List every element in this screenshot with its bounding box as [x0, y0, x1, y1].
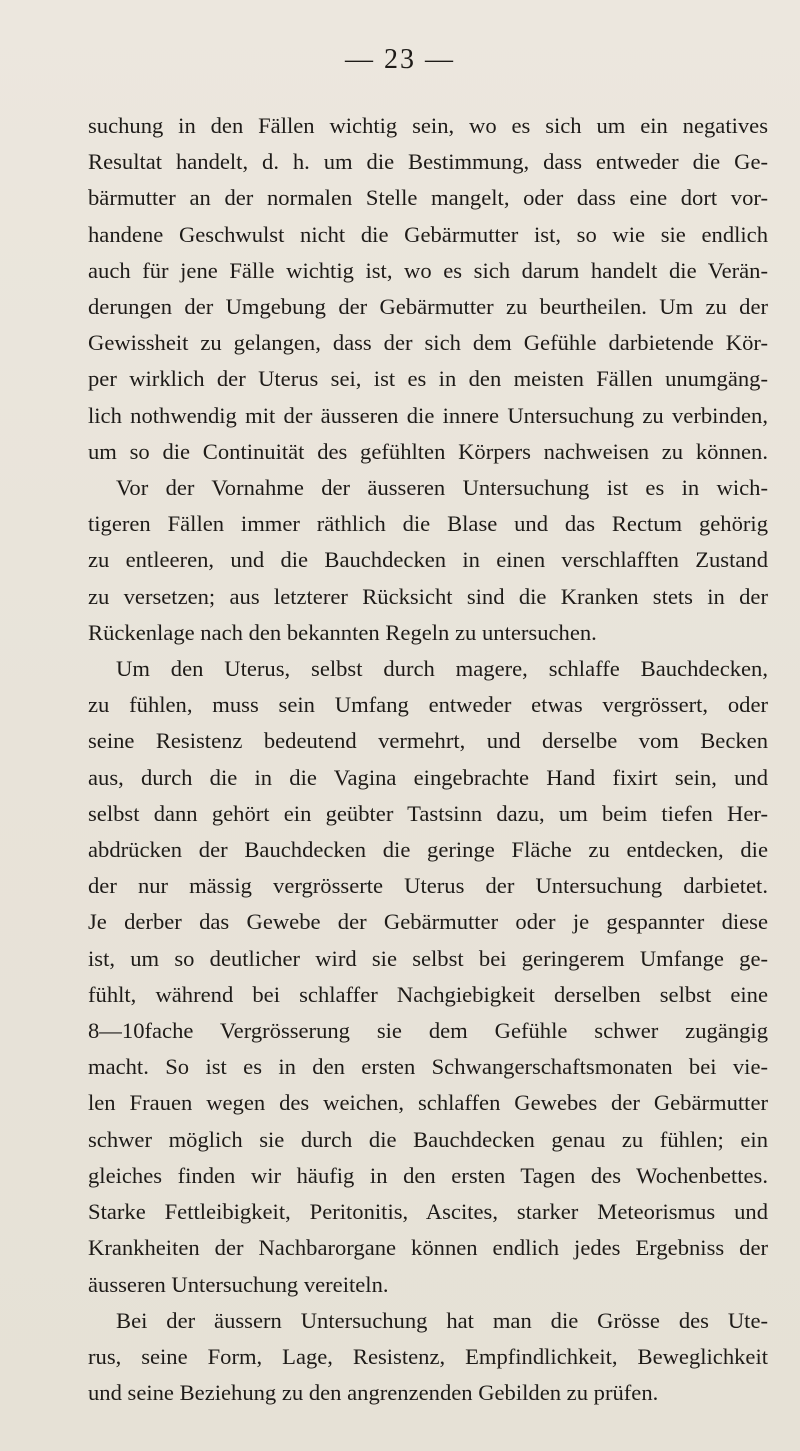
- text-line: 8—10fache Vergrösserung sie dem Gefühle schwer zugängig: [88, 1018, 768, 1044]
- text-line: abdrücken der Bauchdecken die geringe Fläche zu entdecken, die: [88, 837, 768, 863]
- text-line: per wirklich der Uterus sei, ist es in den meisten Fällen unumgäng-: [88, 366, 768, 392]
- text-line: Je derber das Gewebe der Gebärmutter oder je gespannter diese: [88, 909, 768, 935]
- text-line: Bei der äussern Untersuchung hat man die Grösse des Ute-: [116, 1307, 768, 1333]
- text-line: Starke Fettleibigkeit, Peritonitis, Ascites, starker Meteorismus und: [88, 1199, 768, 1225]
- text-line: len Frauen wegen des weichen, schlaffen Gewebes der Gebärmutter: [88, 1090, 768, 1116]
- text-line: Resultat handelt, d. h. um die Bestimmung, dass entweder die Ge-: [88, 149, 768, 175]
- text-line: äusseren Untersuchung vereiteln.: [88, 1271, 389, 1297]
- text-line: suchung in den Fällen wichtig sein, wo es sich um ein negatives: [88, 113, 768, 138]
- text-line: der nur mässig vergrösserte Uterus der Untersuchung darbietet.: [88, 873, 768, 899]
- text-line: Gewissheit zu gelangen, dass der sich dem Gefühle darbietende Kör-: [88, 330, 768, 356]
- text-line: Rückenlage nach den bekannten Regeln zu untersuchen.: [88, 619, 597, 645]
- text-line: handene Geschwulst nicht die Gebärmutter ist, so wie sie endlich: [88, 221, 768, 247]
- text-line: ist, um so deutlicher wird sie selbst bei geringerem Umfange ge-: [88, 945, 768, 971]
- text-line: seine Resistenz bedeutend vermehrt, und derselbe vom Becken: [88, 728, 768, 754]
- text-line: selbst dann gehört ein geübter Tastsinn dazu, um beim tiefen Her-: [88, 800, 768, 826]
- text-line: zu versetzen; aus letzterer Rücksicht sind die Kranken stets in der: [88, 583, 768, 609]
- text-line: und seine Beziehung zu den angrenzenden Gebilden zu prüfen.: [88, 1380, 659, 1406]
- text-line: um so die Continuität des gefühlten Körpers nachweisen zu können.: [88, 438, 768, 464]
- text-line: fühlt, während bei schlaffer Nachgiebigkeit derselben selbst eine: [88, 981, 768, 1007]
- text-line: auch für jene Fälle wichtig ist, wo es sich darum handelt die Verän-: [88, 257, 768, 283]
- text-line: derungen der Umgebung der Gebärmutter zu beurtheilen. Um zu der: [88, 294, 768, 320]
- text-line: Um den Uterus, selbst durch magere, schlaffe Bauchdecken,: [116, 656, 768, 682]
- text-line: Krankheiten der Nachbarorgane können endlich jedes Ergebniss der: [88, 1235, 768, 1261]
- text-line: zu entleeren, und die Bauchdecken in einen verschlafften Zustand: [88, 547, 768, 573]
- text-line: tigeren Fällen immer räthlich die Blase und das Rectum gehörig: [88, 511, 768, 537]
- text-line: aus, durch die in die Vagina eingebrachte Hand fixirt sein, und: [88, 764, 768, 790]
- text-line: schwer möglich sie durch die Bauchdecken genau zu fühlen; ein: [88, 1126, 768, 1152]
- text-line: gleiches finden wir häufig in den ersten Tagen des Wochenbettes.: [88, 1162, 768, 1188]
- text-line: zu fühlen, muss sein Umfang entweder etwas vergrössert, oder: [88, 692, 768, 718]
- body-text: [88, 108, 768, 1411]
- text-line: Vor der Vornahme der äusseren Untersuchung ist es in wich-: [116, 475, 768, 501]
- text-line: lich nothwendig mit der äusseren die innere Untersuchung zu verbinden,: [88, 402, 768, 428]
- text-line: bärmutter an der normalen Stelle mangelt, oder dass eine dort vor-: [88, 185, 768, 211]
- page-number-header: — 23 —: [345, 44, 455, 75]
- text-line: macht. So ist es in den ersten Schwangerschaftsmonaten bei vie-: [88, 1054, 768, 1080]
- text-line: rus, seine Form, Lage, Resistenz, Empfindlichkeit, Beweglichkeit: [88, 1343, 768, 1369]
